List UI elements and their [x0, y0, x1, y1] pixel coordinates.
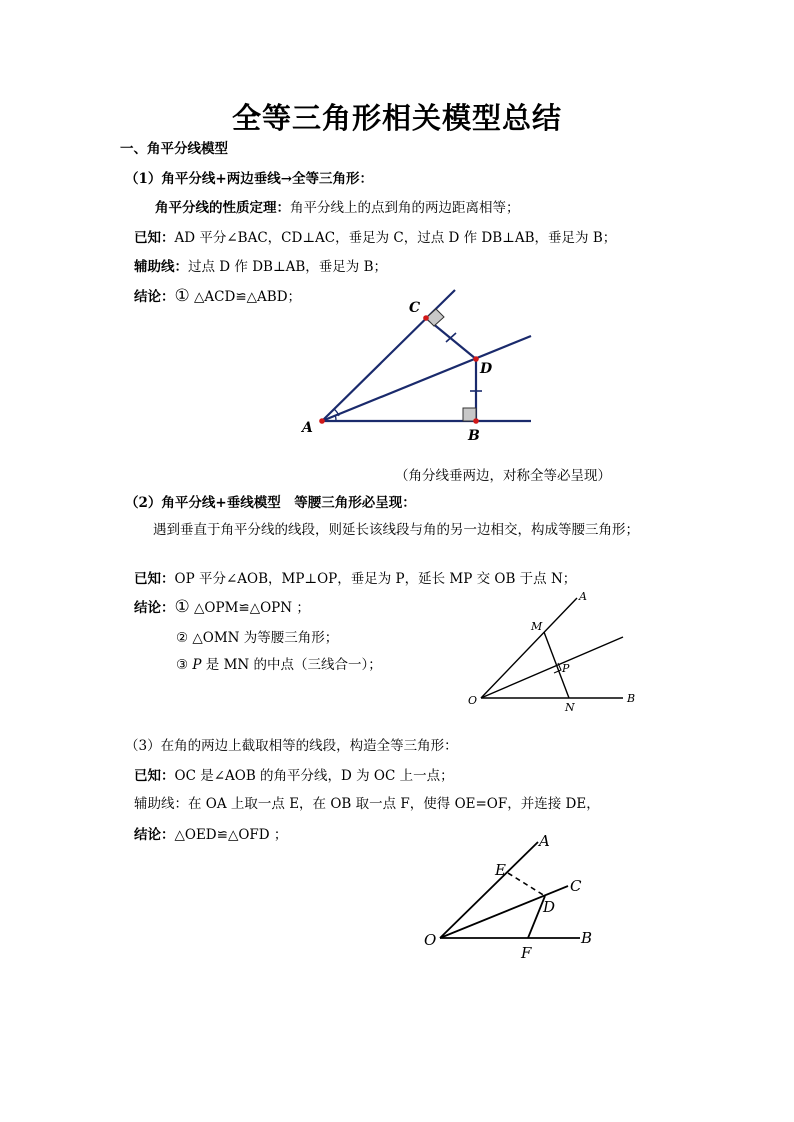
label-f: F	[521, 944, 532, 962]
point-b	[473, 418, 479, 424]
label-b: B	[581, 929, 593, 947]
label-e: E	[495, 861, 506, 879]
conclusion-label: 结论：	[134, 827, 175, 843]
theorem-text: 角平分线上的点到角的两边距离相等；	[290, 200, 520, 216]
label-a: A	[539, 832, 550, 850]
label-c: C	[570, 877, 582, 895]
known-text: OP 平分∠AOB，MP⊥OP，垂足为 P，延长 MP 交 OB 于点 N；	[174, 571, 577, 587]
conclusion-text: 是 MN 的中点（三线合一）；	[201, 657, 382, 673]
label-o: O	[468, 694, 478, 707]
conclusion-text: △OED≌△OFD ；	[174, 827, 288, 843]
label-o: O	[424, 931, 437, 949]
conclusion-text: △OPM≌△OPN ；	[194, 600, 310, 616]
known-label: 已知：	[134, 768, 175, 784]
aux-text: 过点 D 作 DB⊥AB，垂足为 B；	[188, 259, 388, 275]
part3-heading: （3）在角的两边上截取相等的线段，构造全等三角形：	[125, 738, 458, 754]
known-label: 已知：	[134, 230, 175, 246]
label-n: N	[565, 701, 575, 714]
conclusion-label: 结论：	[134, 289, 175, 305]
section-heading: 一、角平分线模型	[120, 141, 228, 157]
part3-known	[134, 767, 454, 785]
part1-conclusion	[134, 287, 301, 306]
label-d: D	[543, 898, 556, 916]
circled-number: ①	[174, 597, 190, 617]
part2-conclusion-1	[134, 598, 310, 617]
theorem-label: 角平分线的性质定理：	[155, 200, 290, 216]
angle-bisector-figure	[290, 285, 550, 445]
dashed-segment-de	[508, 873, 545, 896]
label-b: B	[468, 428, 480, 444]
circled-number: ③	[176, 657, 189, 673]
part1-theorem	[155, 199, 520, 217]
part1-heading: （1）角平分线+两边垂线→全等三角形：	[125, 171, 374, 187]
part1-known	[134, 229, 616, 247]
label-a: A	[579, 590, 587, 603]
known-label: 已知：	[134, 571, 175, 587]
label-a: A	[302, 420, 313, 436]
bisector-perpendicular-figure	[460, 585, 650, 715]
point-c	[423, 315, 429, 321]
known-text: AD 平分∠BAC，CD⊥AC，垂足为 C，过点 D 作 DB⊥AB，垂足为 B；	[174, 230, 617, 246]
part2-description: 遇到垂直于角平分线的线段，则延长该线段与角的另一边相交，构成等腰三角形；	[153, 522, 639, 538]
part3-conclusion	[134, 826, 287, 844]
part3-aux: 辅助线：在 OA 上取一点 E，在 OB 取一点 F，使得 OE=OF，并连接 DE，	[134, 796, 600, 812]
part1-aux	[134, 258, 387, 276]
part1-caption: （角分线垂两边，对称全等必呈现）	[395, 468, 611, 484]
part2-conclusion-2: ② △OMN 为等腰三角形；	[176, 630, 339, 646]
conclusion-label: 结论：	[134, 600, 175, 616]
part2-heading: （2）角平分线+垂线模型 等腰三角形必呈现：	[125, 495, 416, 511]
known-text: OC 是∠AOB 的角平分线，D 为 OC 上一点；	[174, 768, 454, 784]
point-a	[319, 418, 325, 424]
point-p-text: P	[192, 657, 202, 673]
part2-conclusion-3	[176, 656, 382, 674]
label-c: C	[409, 300, 421, 316]
label-b: B	[627, 692, 636, 705]
circled-number: ①	[174, 286, 190, 306]
page-title: 全等三角形相关模型总结	[231, 101, 562, 135]
label-p: P	[562, 662, 570, 675]
aux-label: 辅助线：	[134, 259, 188, 275]
label-m: M	[531, 620, 543, 633]
point-d	[473, 356, 479, 362]
label-d: D	[480, 361, 493, 377]
conclusion-text: △ACD≌△ABD；	[194, 289, 302, 305]
equal-segments-figure	[415, 825, 610, 965]
